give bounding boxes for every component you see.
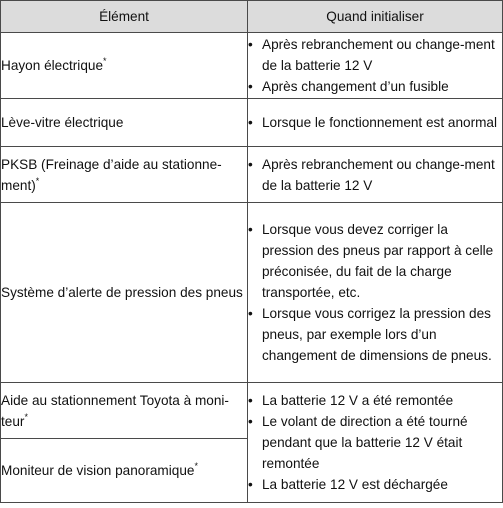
bullet-icon: • <box>248 306 253 321</box>
list-item: • Après rebranchement ou change-ment de la batterie 12 V <box>248 34 502 76</box>
bullet-icon: • <box>248 222 253 237</box>
table-header-row <box>1 1 503 33</box>
item-cell <box>1 383 248 439</box>
item-cell <box>1 99 248 147</box>
list-item: • Après changement d’un fusible <box>248 76 502 97</box>
bullet-icon: • <box>248 156 253 172</box>
bullet-icon: • <box>248 115 253 130</box>
list-item: • Lorsque vous corrigez la pression des pneus, par exemple lors d’un changement de dimensions de pneus. <box>248 303 502 366</box>
table-row-aide-stationnement <box>1 383 503 439</box>
when-cell <box>248 147 503 203</box>
when-cell <box>248 203 503 383</box>
item-label: Système d’alerte de pression des pneus <box>1 285 243 300</box>
item-label: Moniteur de vision panoramique* <box>1 461 198 478</box>
when-cell <box>248 99 503 147</box>
item-cell <box>1 33 248 99</box>
item-cell <box>1 203 248 383</box>
header-when: Quand initialiser <box>248 1 503 33</box>
condition-list <box>248 219 502 366</box>
item-label: Lève-vitre électrique <box>1 115 124 130</box>
table-row-pksb <box>1 147 503 203</box>
bullet-icon: • <box>248 37 253 52</box>
condition-list <box>248 34 502 97</box>
footnote-asterisk: * <box>35 175 40 186</box>
list-item: • Lorsque vous devez corriger la pression des pneus par rapport à celle préconisée, du fait de la charge transportée, etc. <box>248 219 502 303</box>
footnote-asterisk: * <box>103 56 107 66</box>
item-label: Aide au stationnement Toyota à moni-teur* <box>1 392 229 429</box>
list-item: • La batterie 12 V a été remontée <box>248 390 502 411</box>
item-label: Hayon électrique* <box>1 56 107 73</box>
condition-list <box>248 390 502 495</box>
bullet-icon: • <box>248 477 253 492</box>
bullet-icon: • <box>248 393 253 408</box>
list-item: • Lorsque le fonctionnement est anormal <box>248 112 502 133</box>
condition-list <box>248 154 502 196</box>
list-item: • Après rebranchement ou change-ment de la batterie 12 V <box>248 154 502 196</box>
list-item: • La batterie 12 V est déchargée <box>248 474 502 495</box>
item-cell <box>1 147 248 203</box>
item-label: PKSB (Freinage d’aide au stationne-ment)* <box>1 156 222 193</box>
bullet-icon: • <box>248 414 253 429</box>
footnote-asterisk: * <box>24 411 28 422</box>
table-row-hayon <box>1 33 503 99</box>
when-cell <box>248 33 503 99</box>
list-item: • Le volant de direction a été tourné pendant que la batterie 12 V était remontée <box>248 411 502 474</box>
header-item: Élément <box>1 1 248 33</box>
table-row-pression-pneus <box>1 203 503 383</box>
condition-list <box>248 112 502 133</box>
bullet-icon: • <box>248 79 253 94</box>
item-cell <box>1 439 248 503</box>
when-cell <box>248 383 503 503</box>
table-row-leve-vitre <box>1 99 503 147</box>
footnote-asterisk: * <box>194 461 198 471</box>
